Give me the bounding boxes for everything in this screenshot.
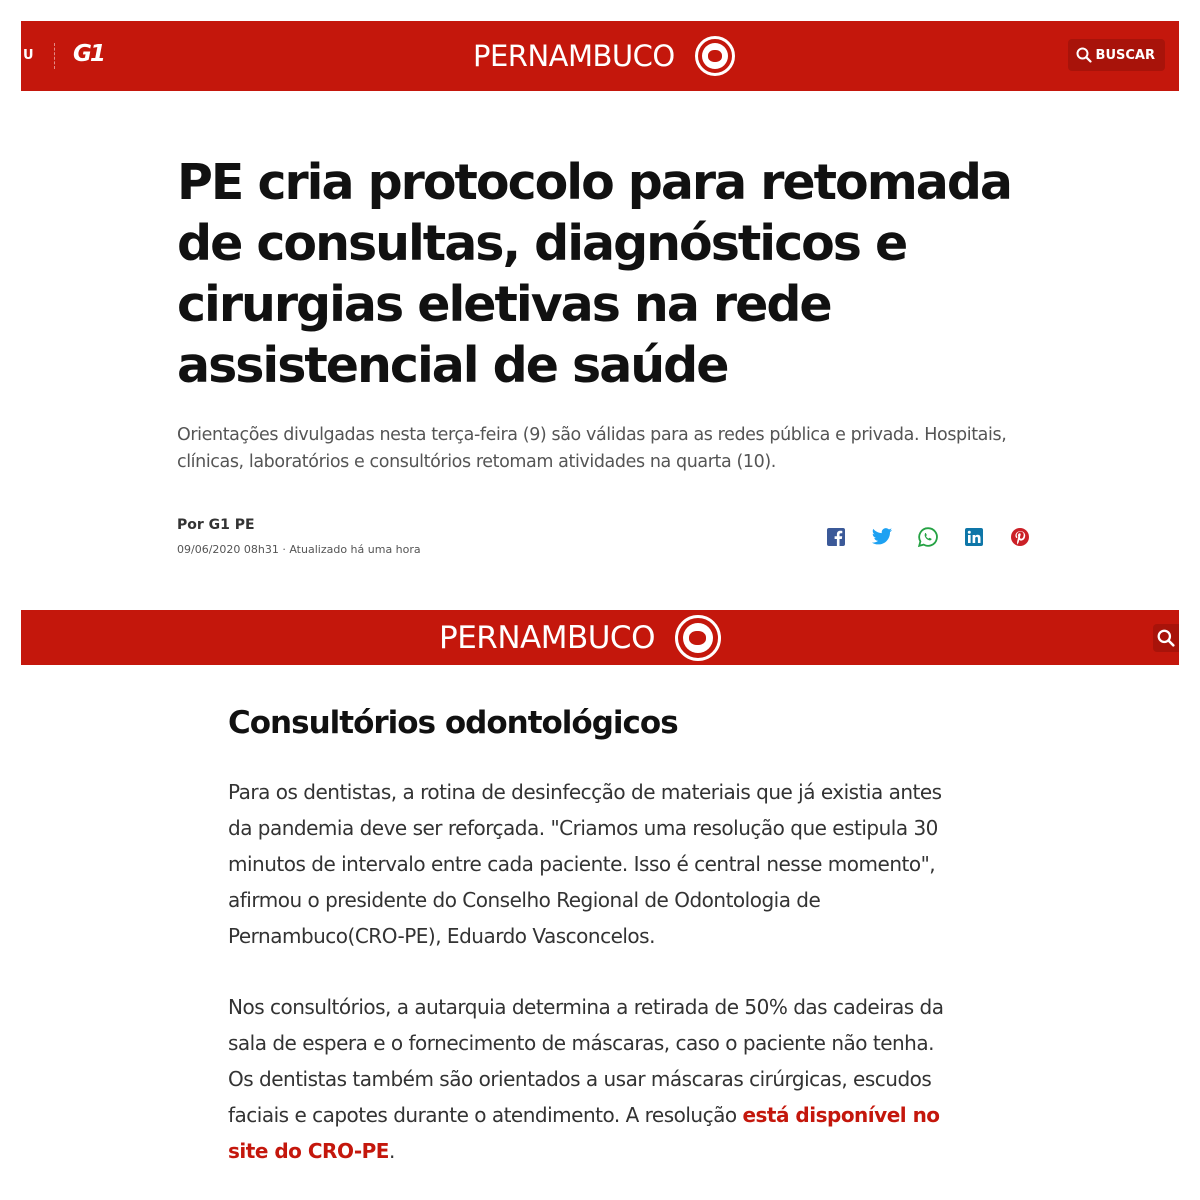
search-label: BUSCAR: [1095, 47, 1155, 63]
twitter-icon[interactable]: [870, 525, 894, 549]
sticky-section-name: PERNAMBUCO: [439, 619, 655, 656]
globo-logo-icon: [695, 36, 735, 76]
header-divider: [54, 43, 55, 69]
paragraph-text: Nos consultórios, a autarquia determina a retirada de 50% das cadeiras da sala de espera e o fornecimento de máscaras, caso o paciente não tenha. Os dentistas também são orientados a usar máscaras cirúrgicas, escudos faciais e capotes durante o atendimento. A resolução: [228, 995, 944, 1127]
menu-button[interactable]: U: [23, 48, 35, 63]
share-bar: [824, 525, 1054, 549]
cro-pe-link[interactable]: está disponível no site do CRO-PE: [228, 1103, 940, 1163]
facebook-icon[interactable]: [824, 525, 848, 549]
section-heading: Consultórios odontológicos: [228, 705, 678, 741]
body-paragraph: Para os dentistas, a rotina de desinfecção de materiais que já existia antes da pandemia deve ser reforçada. "Criamos uma resolução que estipula 30 minutos de intervalo entre cada paciente. Isso é central nesse momento", afirmou o presidente do Conselho Regional de Odontologia de Pernambuco(CRO-PE), Eduardo Vasconcelos.: [228, 780, 942, 948]
body-paragraph: [228, 989, 958, 1169]
article-dateline: 09/06/2020 08h31 · Atualizado há uma hora: [177, 543, 421, 556]
section-name: PERNAMBUCO: [473, 39, 675, 73]
linkedin-icon[interactable]: [962, 525, 986, 549]
article-byline: Por G1 PE: [177, 517, 255, 533]
section-title-link[interactable]: [473, 21, 735, 91]
search-icon: [1157, 629, 1175, 647]
article-headline: PE cria protocolo para retomada de consultas, diagnósticos e cirurgias eletivas na rede assistencial de saúde: [177, 154, 1011, 394]
pinterest-icon[interactable]: [1008, 525, 1032, 549]
search-button[interactable]: [1068, 39, 1165, 71]
whatsapp-icon[interactable]: [916, 525, 940, 549]
g1-logo[interactable]: G1: [73, 41, 104, 67]
paragraph-end: .: [388, 1139, 395, 1163]
search-icon: [1076, 47, 1092, 63]
top-header-bar: [21, 21, 1179, 91]
globo-logo-icon: [675, 615, 721, 661]
sticky-search-button[interactable]: [1153, 624, 1179, 652]
sticky-header-bar: [21, 610, 1179, 665]
sticky-section-title-link[interactable]: [439, 610, 721, 665]
article-subheadline: Orientações divulgadas nesta terça-feira (9) são válidas para as redes pública e privada. Hospitais, clínicas, laboratórios e consultórios retomam atividades na quarta (10).: [177, 425, 1007, 472]
